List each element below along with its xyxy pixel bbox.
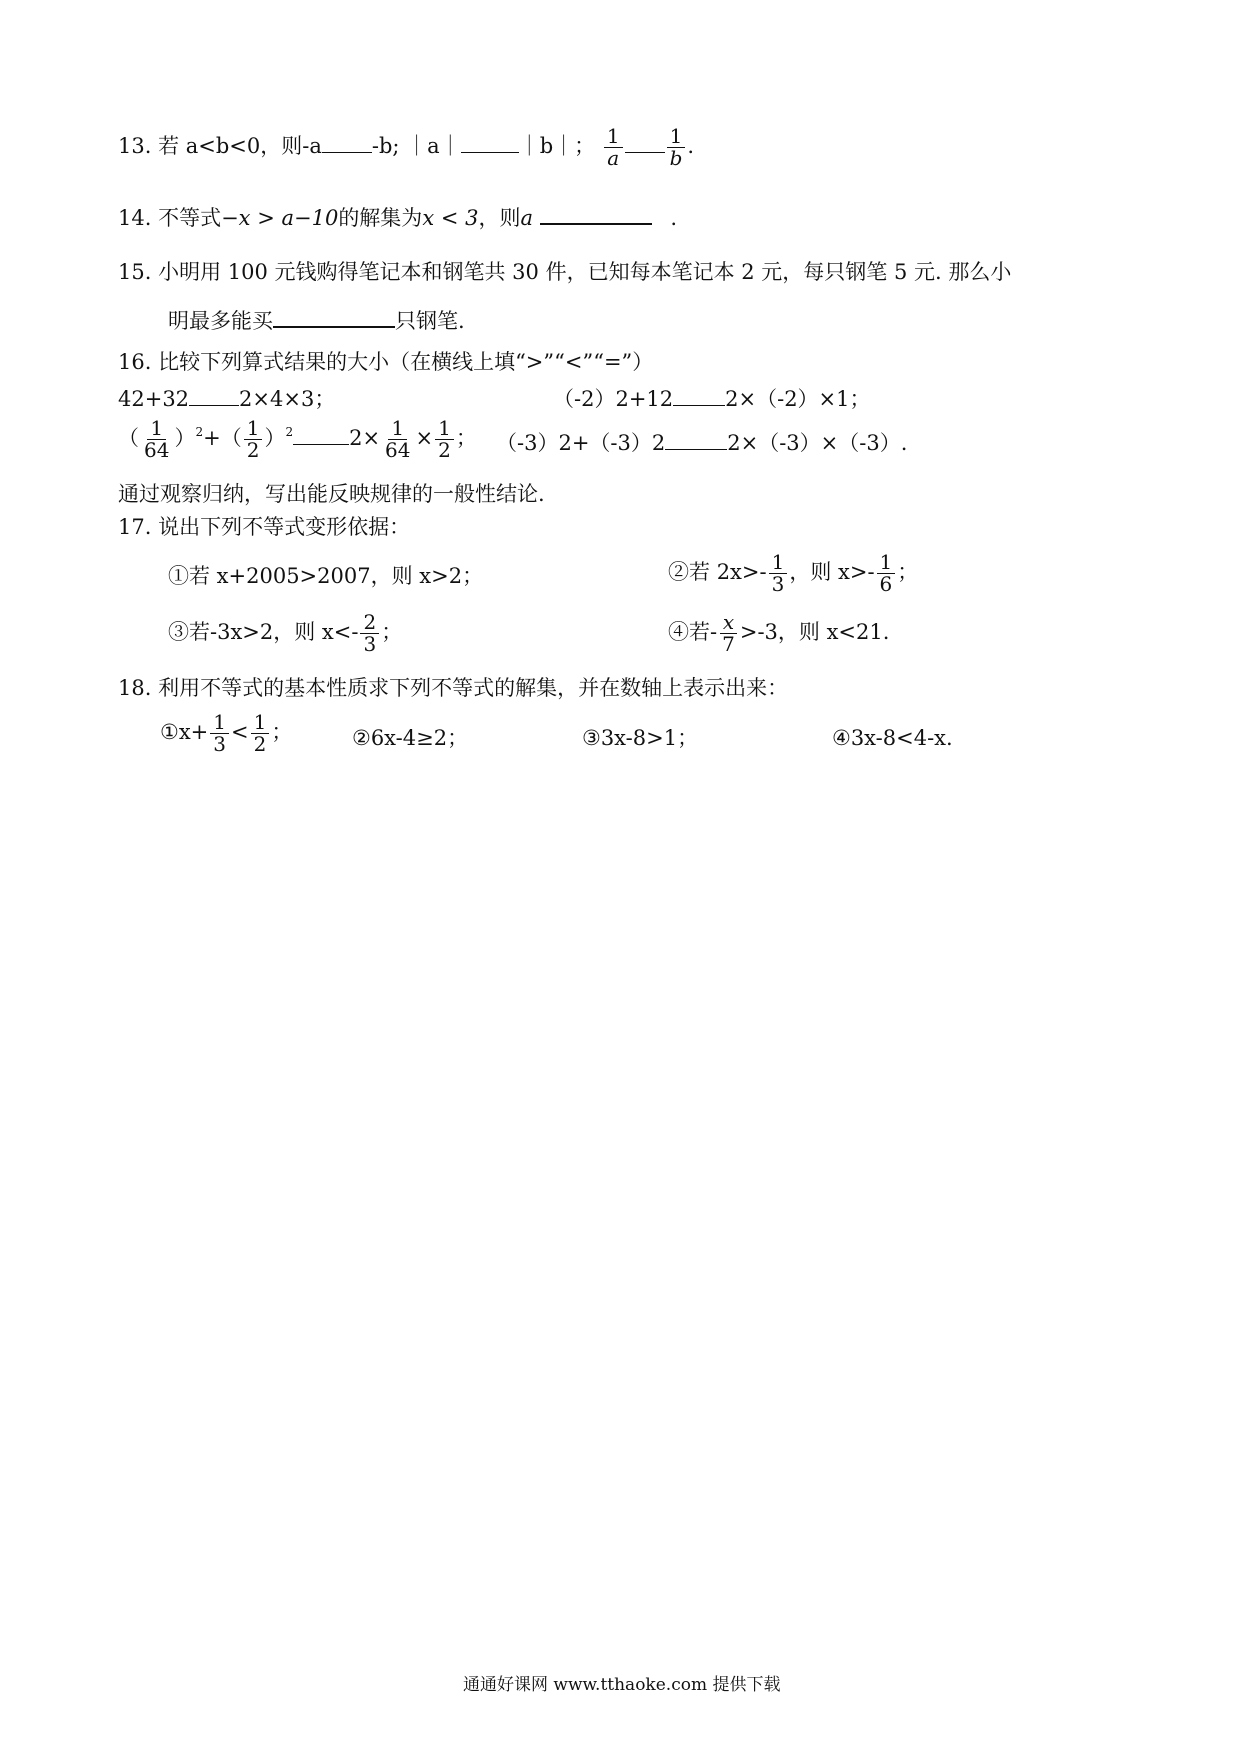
q14-text-a: 14. 不等式	[118, 206, 222, 230]
q14-var-a: a	[520, 206, 533, 230]
q17-item-1: ①若 x+2005>2007，则 x>2；	[168, 564, 484, 588]
q16-row-1-right: （-2）2+12 2×（-2）×1；	[553, 387, 871, 411]
q16-fraction-1-2-a: $\frac{1}{2}$	[244, 418, 263, 461]
q17-item-2: ②若 2x>- $\frac{1}{3}$ ，则 x>- $\frac{1}{6}$ ；	[668, 550, 919, 596]
q18-eq-3: ③3x-8>1；	[582, 726, 699, 750]
q16-fraction-1-2-b: $\frac{1}{2}$	[435, 418, 454, 461]
q18-eq-4: ④3x-8<4-x.	[832, 726, 953, 750]
q16-blank-1	[189, 403, 239, 406]
q17-fraction-1-3: $\frac{1}{3}$	[769, 552, 788, 595]
question-18-title: 18. 利用不等式的基本性质求下列不等式的解集，并在数轴上表示出来：	[118, 676, 789, 700]
question-15-line-2	[168, 311, 465, 332]
page-footer: 通通好课网 www.tthaoke.com 提供下载	[463, 1675, 781, 1695]
q17-item-4: ④若- $\frac{x}{7}$ >-3，则 x<21.	[668, 610, 890, 656]
q18-eq-2: ②6x-4≥2；	[352, 726, 469, 750]
q13-text-a: 13. 若 a<b<0，则-a	[118, 134, 322, 158]
q16-fraction-1-64-a: $\frac{1}{64}$	[144, 416, 170, 462]
q14-inequality: −x > a−10	[221, 206, 339, 230]
q16-row-2-right: （-3）2+（-3）2 2×（-3）×（-3）.	[496, 431, 908, 455]
q16-blank-4	[665, 447, 727, 450]
q17-fraction-2-3: $\frac{2}{3}$	[360, 612, 379, 655]
q14-text-c: ，则	[478, 206, 521, 230]
q16-blank-2	[673, 403, 725, 406]
q18-fraction-1-3: $\frac{1}{3}$	[210, 712, 229, 755]
q13-fraction-1-over-a: $\frac{1}{a}$	[604, 126, 623, 169]
q17-item-3: ③若-3x>2，则 x<- $\frac{2}{3}$ ；	[168, 610, 403, 656]
q14-solution: x < 3	[422, 206, 479, 230]
q17-fraction-1-6: $\frac{1}{6}$	[877, 552, 896, 595]
q13-text-c: ｜b｜；	[518, 134, 596, 158]
q13-text-b: -b; ｜a｜	[371, 134, 461, 158]
q13-blank-3	[625, 150, 665, 153]
question-15-line-1: 15. 小明用 100 元钱购得笔记本和钢笔共 30 件，已知每本笔记本 2 元，每只钢笔 5 元. 那么小	[118, 260, 1012, 284]
question-14	[118, 208, 677, 229]
q15-text-a: 明最多能买	[168, 309, 273, 333]
q13-blank-2	[461, 150, 519, 153]
q18-fraction-1-2: $\frac{1}{2}$	[251, 712, 270, 755]
q18-eq-1: ①x+ $\frac{1}{3}$ < $\frac{1}{2}$ ；	[160, 710, 293, 756]
q16-fraction-1-64-b: $\frac{1}{64}$	[385, 416, 411, 462]
question-16-title: 16. 比较下列算式结果的大小（在横线上填“>”“<”“=”）	[118, 350, 654, 374]
q16-row-1-left: 42+32 2×4×3；	[118, 387, 336, 411]
question-13	[118, 126, 694, 169]
q15-text-b: 只钢笔.	[395, 309, 465, 333]
q14-text-b: 的解集为	[338, 206, 423, 230]
q16-conclusion: 通过观察归纳，写出能反映规律的一般性结论.	[118, 482, 545, 506]
q14-blank	[540, 221, 652, 225]
question-17-title: 17. 说出下列不等式变形依据：	[118, 515, 411, 539]
q13-blank-1	[322, 150, 372, 153]
q15-blank	[273, 324, 395, 328]
q16-blank-3	[293, 442, 349, 445]
q13-end: .	[687, 134, 695, 158]
q17-fraction-x-7: $\frac{x}{7}$	[719, 612, 738, 655]
q13-fraction-1-over-b: $\frac{1}{b}$	[667, 126, 686, 169]
q16-row-2-left: （ $\frac{1}{64}$ ）$^2$+（ $\frac{1}{2}$ ）$^2$ 2× $\frac{1}{64}$ × $\frac{1}{2}$ ；	[118, 416, 477, 462]
q14-end: .	[670, 206, 678, 230]
